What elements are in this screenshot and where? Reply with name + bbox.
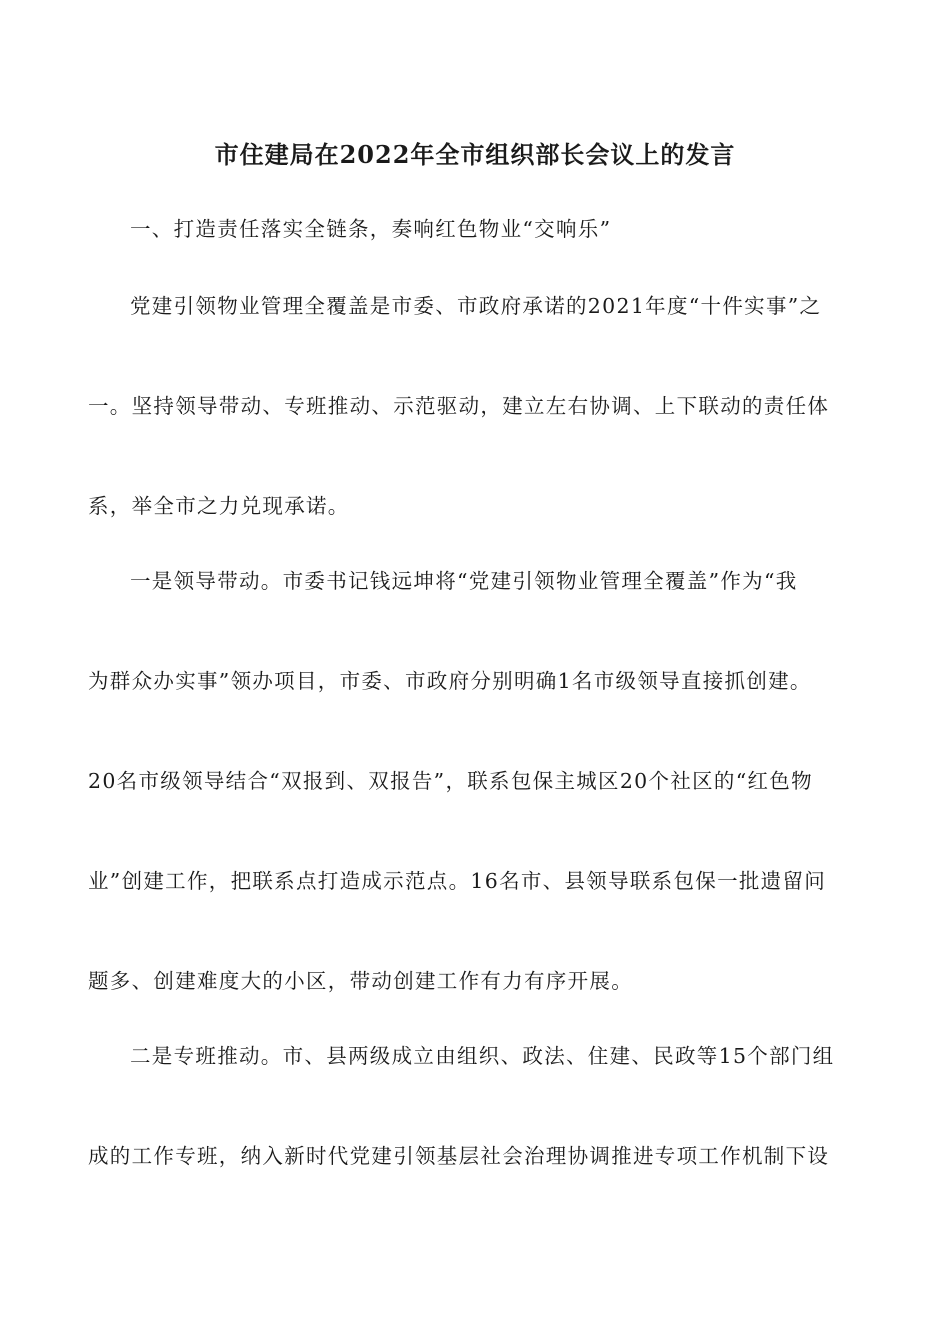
paragraph-line: 系，举全市之力兑现承诺。: [88, 494, 350, 518]
paragraph-line: 一是领导带动。市委书记钱远坤将“党建引领物业管理全覆盖”作为“我: [130, 569, 798, 593]
paragraph-line: 一。坚持领导带动、专班推动、示范驱动，建立左右协调、上下联动的责任体: [88, 394, 830, 418]
paragraph-line: 题多、创建难度大的小区，带动创建工作有力有序开展。: [88, 969, 633, 993]
paragraph-line: 业”创建工作，把联系点打造成示范点。16名市、县领导联系包保一批遗留问: [88, 869, 827, 893]
page-title: 市住建局在2022年全市组织部长会议上的发言: [214, 140, 736, 169]
section-heading: 一、打造责任落实全链条，奏响红色物业“交响乐”: [130, 217, 612, 241]
paragraph-line: 党建引领物业管理全覆盖是市委、市政府承诺的2021年度“十件实事”之: [130, 294, 822, 318]
paragraph-line: 二是专班推动。市、县两级成立由组织、政法、住建、民政等15个部门组: [130, 1044, 835, 1068]
paragraph-line: 20名市级领导结合“双报到、双报告”，联系包保主城区20个社区的“红色物: [88, 769, 813, 793]
paragraph-line: 成的工作专班，纳入新时代党建引领基层社会治理协调推进专项工作机制下设: [88, 1144, 830, 1168]
paragraph-line: 为群众办实事”领办项目，市委、市政府分别明确1名市级领导直接抓创建。: [88, 669, 812, 693]
